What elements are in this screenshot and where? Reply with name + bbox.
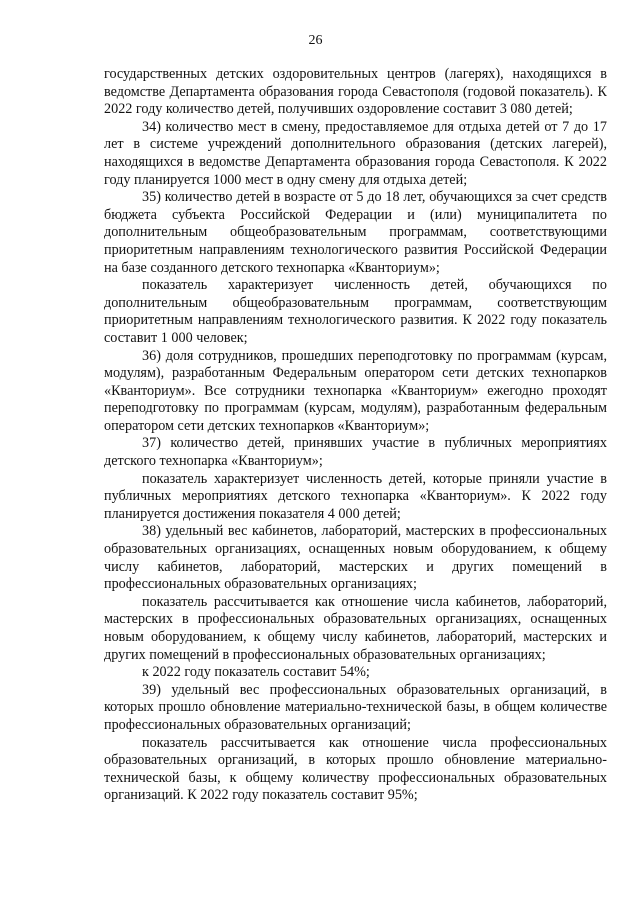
document-body bbox=[104, 66, 607, 805]
paragraph: 38) удельный вес кабинетов, лабораторий, мастерских в профессиональных образовательных организациях, оснащенных новым оборудованием, к общему числу кабинетов, лабораторий, мастерских и других помещений в профессиональных образовательных организациях; bbox=[104, 523, 607, 593]
paragraph: 36) доля сотрудников, прошедших переподготовку по программам (курсам, модулям), разработанным Федеральным оператором сети детских технопарков «Кванториум». Все сотрудники технопарка «Кванториум» ежегодно проходят переподготовку по программам (курсам, модулям), разработанным федеральным оператором сети детских технопарков «Кванториум»; bbox=[104, 347, 607, 434]
paragraph: 39) удельный вес профессиональных образовательных организаций, в которых прошло обновление материально-технической базы, в общем количестве профессиональных образовательных организаций; bbox=[104, 681, 607, 733]
paragraph: 37) количество детей, принявших участие в публичных мероприятиях детского технопарка «Кванториум»; bbox=[104, 435, 607, 470]
paragraph: государственных детских оздоровительных центров (лагерях), находящихся в ведомстве Департамента образования города Севастополя (годовой показатель). К 2022 году количество детей, получивших оздоровление составит 3 080 детей; bbox=[104, 66, 607, 118]
paragraph: 35) количество детей в возрасте от 5 до 18 лет, обучающихся за счет средств бюджета субъекта Российской Федерации и (или) муниципалитета по дополнительным общеобразовательным программам, соответствующими приоритетным направлениям технологического развития Российской Федерации на базе созданного детского технопарка «Кванториум»; bbox=[104, 189, 607, 276]
paragraph: показатель рассчитывается как отношение числа кабинетов, лабораторий, мастерских в профессиональных образовательных организациях, оснащенных новым оборудованием, к общему числу кабинетов, лабораторий, мастерских и других помещений в профессиональных образовательных организациях; bbox=[104, 593, 607, 663]
paragraph: показатель рассчитывается как отношение числа профессиональных образовательных организаций, в которых прошло обновление материально-технической базы, к общему количеству профессиональных образовательных организаций. К 2022 году показатель составит 95%; bbox=[104, 734, 607, 804]
page-number: 26 bbox=[308, 33, 323, 48]
paragraph: к 2022 году показатель составит 54%; bbox=[142, 664, 370, 681]
paragraph: 34) количество мест в смену, предоставляемое для отдыха детей от 7 до 17 лет в системе учреждений дополнительного образования (детских лагерей), находящихся в ведомстве Департамента образования города Севастополя. К 2022 году планируется 1000 мест в одну смену для отдыха детей; bbox=[104, 118, 607, 188]
paragraph: показатель характеризует численность детей, которые приняли участие в публичных мероприятиях детского технопарка «Кванториум». К 2022 году планируется достижения показателя 4 000 детей; bbox=[104, 470, 607, 522]
paragraph: показатель характеризует численность детей, обучающихся по дополнительным общеобразовательным программам, соответствующим приоритетным направлениям технологического развития. К 2022 году показатель составит 1 000 человек; bbox=[104, 277, 607, 346]
